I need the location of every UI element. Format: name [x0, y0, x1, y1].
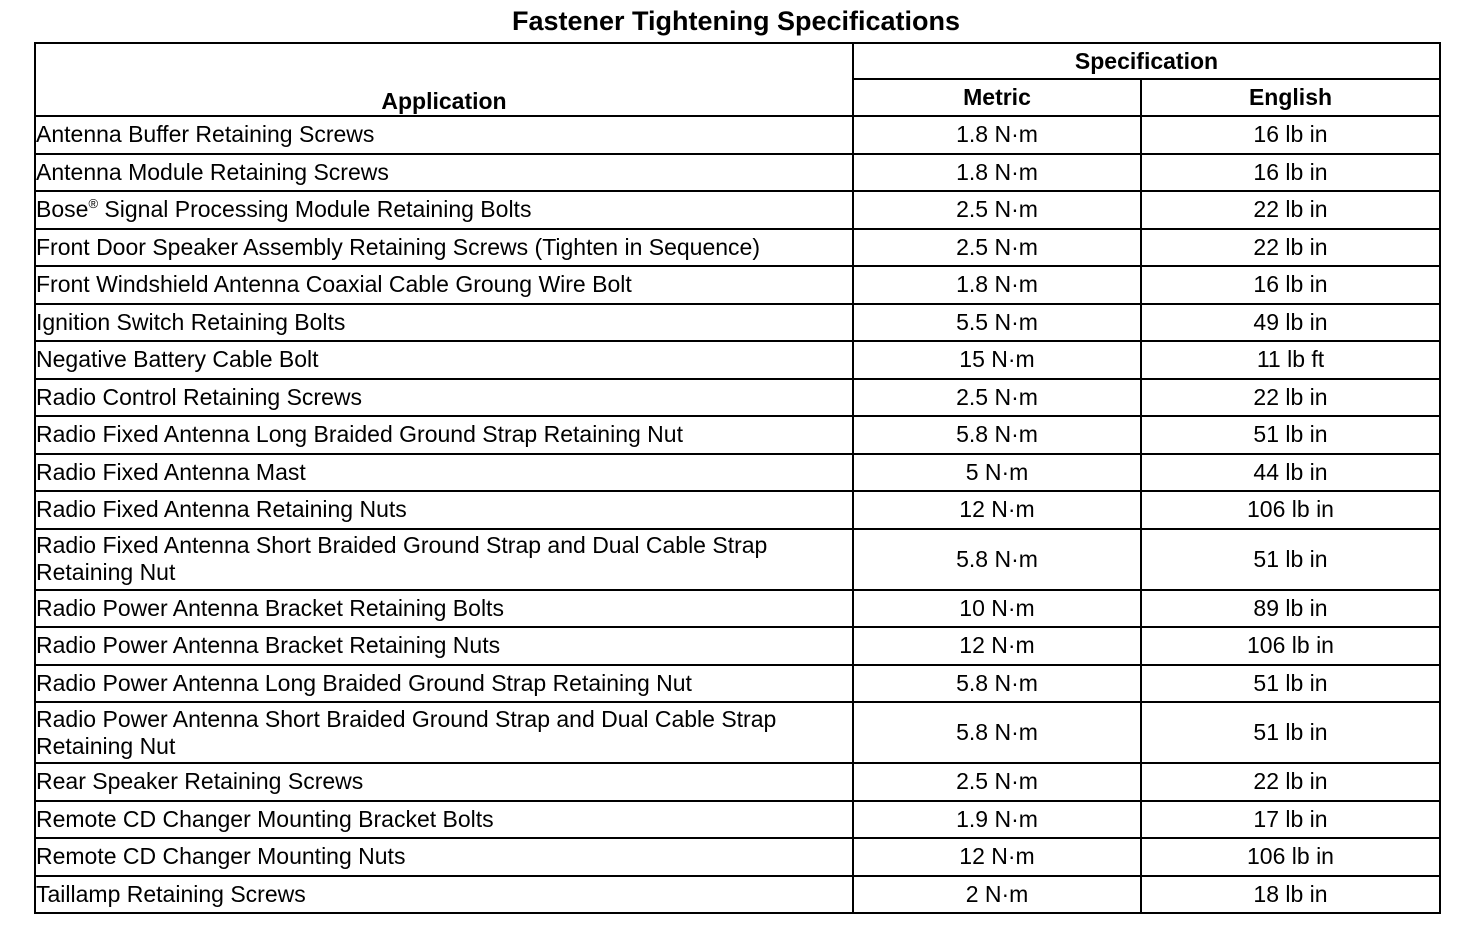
metric-cell: 5.8 N·m — [853, 529, 1141, 590]
application-cell: Radio Fixed Antenna Long Braided Ground Strap Retaining Nut — [35, 416, 853, 454]
table-row — [35, 229, 1440, 267]
english-cell: 51 lb in — [1141, 416, 1440, 454]
application-cell: Radio Power Antenna Short Braided Ground Strap and Dual Cable Strap Retaining Nut — [35, 702, 853, 763]
metric-cell: 1.8 N·m — [853, 266, 1141, 304]
metric-cell: 1.8 N·m — [853, 116, 1141, 154]
table-row — [35, 341, 1440, 379]
metric-cell: 5 N·m — [853, 454, 1141, 492]
table-row — [35, 304, 1440, 342]
table-row — [35, 665, 1440, 703]
table-row — [35, 801, 1440, 839]
english-cell: 106 lb in — [1141, 627, 1440, 665]
table-row — [35, 116, 1440, 154]
application-cell: Taillamp Retaining Screws — [35, 876, 853, 914]
page-title: Fastener Tightening Specifications — [511, 6, 961, 36]
column-header-application: Application — [35, 43, 853, 116]
registered-mark: ® — [88, 196, 99, 212]
table-row — [35, 763, 1440, 801]
english-cell: 106 lb in — [1141, 491, 1440, 529]
application-cell: Radio Control Retaining Screws — [35, 379, 853, 417]
metric-cell: 5.5 N·m — [853, 304, 1141, 342]
metric-cell: 12 N·m — [853, 838, 1141, 876]
application-text: Signal Processing Module Retaining Bolts — [98, 196, 532, 223]
table-body — [35, 116, 1440, 913]
english-cell: 89 lb in — [1141, 590, 1440, 628]
metric-cell: 12 N·m — [853, 491, 1141, 529]
table-row — [35, 876, 1440, 914]
table-row — [35, 838, 1440, 876]
table-header — [35, 43, 1440, 116]
table-row — [35, 191, 1440, 229]
column-group-header-specification: Specification — [853, 43, 1440, 79]
application-cell: Antenna Module Retaining Screws — [35, 154, 853, 192]
application-cell: Remote CD Changer Mounting Nuts — [35, 838, 853, 876]
metric-cell: 1.8 N·m — [853, 154, 1141, 192]
table-row — [35, 590, 1440, 628]
application-brand: Bose — [36, 196, 89, 223]
metric-cell: 1.9 N·m — [853, 801, 1141, 839]
application-cell: Radio Fixed Antenna Mast — [35, 454, 853, 492]
application-cell: Antenna Buffer Retaining Screws — [35, 116, 853, 154]
application-cell: Remote CD Changer Mounting Bracket Bolts — [35, 801, 853, 839]
english-cell: 106 lb in — [1141, 838, 1440, 876]
application-cell: Radio Power Antenna Bracket Retaining Bolts — [35, 590, 853, 628]
metric-cell: 12 N·m — [853, 627, 1141, 665]
metric-cell: 2 N·m — [853, 876, 1141, 914]
table-row — [35, 491, 1440, 529]
application-cell: Radio Power Antenna Bracket Retaining Nuts — [35, 627, 853, 665]
metric-cell: 5.8 N·m — [853, 416, 1141, 454]
fastener-spec-table — [34, 42, 1441, 914]
application-cell: Radio Fixed Antenna Retaining Nuts — [35, 491, 853, 529]
application-cell: Rear Speaker Retaining Screws — [35, 763, 853, 801]
table-row — [35, 416, 1440, 454]
header-row-group — [35, 43, 1440, 79]
english-cell: 51 lb in — [1141, 665, 1440, 703]
english-cell: 22 lb in — [1141, 229, 1440, 267]
table-row — [35, 454, 1440, 492]
application-cell: Front Door Speaker Assembly Retaining Screws (Tighten in Sequence) — [35, 229, 853, 267]
english-cell: 16 lb in — [1141, 116, 1440, 154]
application-cell: Radio Power Antenna Long Braided Ground Strap Retaining Nut — [35, 665, 853, 703]
application-cell — [35, 191, 853, 229]
english-cell: 16 lb in — [1141, 266, 1440, 304]
metric-cell: 15 N·m — [853, 341, 1141, 379]
column-header-english: English — [1141, 79, 1440, 116]
table-row — [35, 627, 1440, 665]
english-cell: 22 lb in — [1141, 191, 1440, 229]
english-cell: 49 lb in — [1141, 304, 1440, 342]
english-cell: 22 lb in — [1141, 379, 1440, 417]
english-cell: 22 lb in — [1141, 763, 1440, 801]
application-cell: Front Windshield Antenna Coaxial Cable Groung Wire Bolt — [35, 266, 853, 304]
english-cell: 18 lb in — [1141, 876, 1440, 914]
column-header-metric: Metric — [853, 79, 1141, 116]
application-cell: Negative Battery Cable Bolt — [35, 341, 853, 379]
metric-cell: 10 N·m — [853, 590, 1141, 628]
table-row — [35, 266, 1440, 304]
table-row — [35, 379, 1440, 417]
metric-cell: 5.8 N·m — [853, 665, 1141, 703]
application-cell: Ignition Switch Retaining Bolts — [35, 304, 853, 342]
english-cell: 44 lb in — [1141, 454, 1440, 492]
english-cell: 17 lb in — [1141, 801, 1440, 839]
english-cell: 51 lb in — [1141, 702, 1440, 763]
metric-cell: 2.5 N·m — [853, 191, 1141, 229]
english-cell: 16 lb in — [1141, 154, 1440, 192]
metric-cell: 2.5 N·m — [853, 763, 1141, 801]
application-cell: Radio Fixed Antenna Short Braided Ground Strap and Dual Cable Strap Retaining Nut — [35, 529, 853, 590]
table-row — [35, 702, 1440, 763]
table-row — [35, 529, 1440, 590]
english-cell: 51 lb in — [1141, 529, 1440, 590]
table-row — [35, 154, 1440, 192]
metric-cell: 2.5 N·m — [853, 379, 1141, 417]
metric-cell: 5.8 N·m — [853, 702, 1141, 763]
english-cell: 11 lb ft — [1141, 341, 1440, 379]
metric-cell: 2.5 N·m — [853, 229, 1141, 267]
